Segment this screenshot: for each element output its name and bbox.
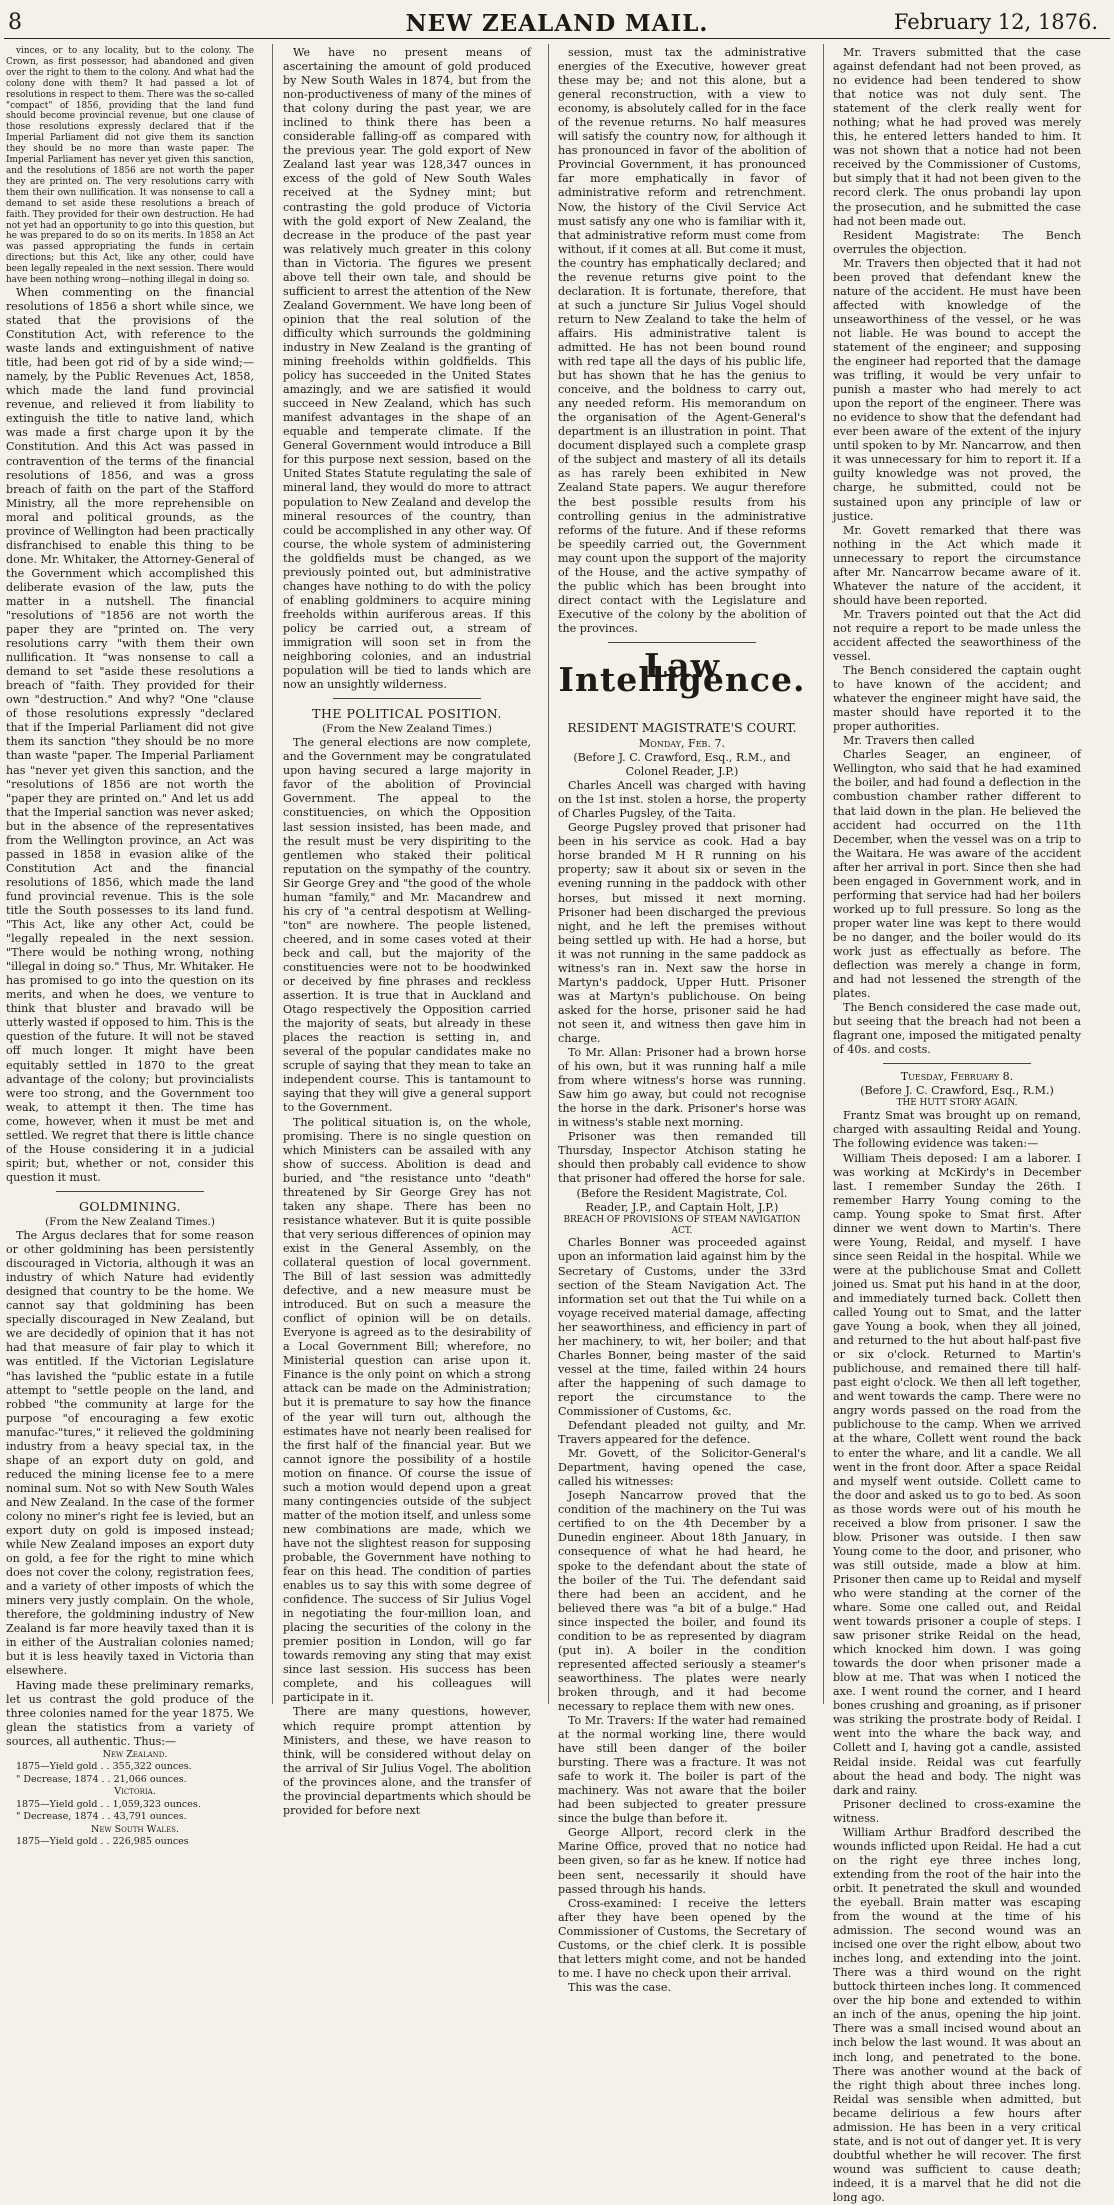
case-paragraph: Charles Seager, an engineer, of Wellington, who said that he had examined the boiler, and had found a deflection in the combustion chamber rather different to that laid down in the plan. He believed the accident had occurred on the 11th December, when the vessel was on a trip to the Waitara. He was aware of the accident after her arrival in port. Since then she had been engaged in Government work, and in performing that service had had her boilers worked up to full pressure. So long as the proper water line was kept to there would be no danger, and the boiler would do its work just as effectually as before. The deflection was merely a change in form, and had not lessened the strength of the plates. [833, 748, 1081, 1001]
column-1 [6, 46, 254, 1848]
editorial-paragraph: When commenting on the financial resolutions of 1856 a short while since, we stated that the provisions of the Constitution Act, with reference to the waste lands and extinguishment of native title, had been got rid of by a side wind;—namely, by the Public Revenues Act, 1858, which made the land fund provincial revenue, and relieved it from liability to extinguish the title to native land, which was made a first charge upon it by the Constitution. And this Act was passed in contravention of the terms of the financial resolutions of 1856, and was a gross breach of faith on the part of the Stafford Ministry, all the more reprehensible on moral and political grounds, as the province of Wellington had been practically disfranchised to enable this thing to be done. Mr. Whitaker, the Attorney-General of the Government which accomplished this deliberate evasion of the law, puts the matter in a nutshell. The financial "resolutions of "1856 are not worth the paper they are "printed on. The very resolutions carry "with them their own nullification. It "was nonsense to call a demand to set "aside these resolutions a breach of "faith. They provided for their own "destruction." And why? "One "clause of those resolutions expressly "declared that if the Imperial Parliament did not give them its sanction "they should be no more than waste "paper. The Imperial Parliament has "never yet given this sanction, and the "resolutions of 1856 are not worth the "paper they are printed on." And let us add that the Imperial sanction was never asked; but in the absence of the representatives from the Wellington province, an Act was passed in 1858 in evasion alike of the Constitution Act and the financial resolutions of 1856, which made the land fund provincial revenue. This is the sole title the South possesses to its land fund. "This Act, like any other Act, could be "legally repealed in the next session. "There would be nothing wrong, nothing "illegal in doing so." Thus, Mr. Whitaker. He has promised to go into the question on its merits, and when he does, we venture to think that bluster and bravado will be utterly wasted if opposed to him. This is the question of the future. It will not be staved off much longer. It might have been equitably settled in 1870 to the great advantage of the colony; but provincialists were too strong, and the Government too weak, to attempt it then. The time has come, however, when it must be met and settled. We regret that there is little chance of the House considering it in a judicial spirit; but, whether or not, consider this question it must. [6, 285, 254, 1184]
case-paragraph: This was the case. [568, 1980, 671, 1994]
article-paragraph: The Argus declares that for some reason or other goldmining has been persistently discouraged in Victoria, although it was an industry of which Nature had evidently designed that country to be the home. We cannot say that goldmining has been specially discouraged in New Zealand, but we are decidedly of opinion that it has not had that measure of fair play to which it was entitled. If the Victorian Legislature "has lavished the "public estate in a futile attempt to "settle people on the land, and robbed "the community at large for the purpose "of encouraging a few exotic manufac-"tures," it relieved the goldmining industry from a heavy special tax, in the shape of an export duty on gold, and reduced the mining license fee to a mere nominal sum. Not so with New South Wales and New Zealand. In the case of the former colony no miner's right fee is levied, but an export duty on gold is imposed instead; while New Zealand imposes an export duty on gold, a fee for the right to mine which does not cover the colony, registration fees, and a variety of other imposts of which the miners very justly complain. On the whole, therefore, the goldmining industry of New Zealand is far more heavily taxed than it is in either of the Australian colonies named; but it is less heavily taxed in Victoria than elsewhere. [6, 1229, 254, 1678]
page-number: 8 [8, 10, 22, 35]
case-paragraph: The Bench considered the captain ought to have known of the accident; and whatever the engineer might have said, the master should have reported it to the proper authorities. [833, 664, 1081, 734]
bench-members: (Before J. C. Crawford, Esq., R.M.) [860, 1084, 1054, 1098]
case-paragraph: Prisoner declined to cross-examine the witness. [833, 1797, 1081, 1825]
case-paragraph: Mr. Govett, of the Solicitor-General's Department, having opened the case, called his witnesses: [558, 1447, 806, 1489]
masthead [0, 4, 1114, 42]
article-paragraph: The political situation is, on the whole, promising. There is no single question on which Ministers can be assailed with any show of success. Abolition is dead and buried, and "the resistance unto "death" threatened by Sir George Grey has not taken any shape. There has been no resistance whatever. But it is quite possible that very serious differences of opinion may exist in the General Assembly, on the collateral question of local government. The Bill of last session was admittedly defective, and a new measure must be introduced. But on such a measure the conflict of opinion will be on details. Everyone is agreed as to the desirability of a Local Government Bill; wherefore, no Ministerial question can arise upon it. Finance is the only point on which a strong attack can be made on the Administration; but it is premature to say how the finance of the year will turn out, although the estimates have not nearly been realised for the first half of the financial year. But we cannot ignore the possibility of a hostile motion on finance. Of course the issue of such a motion would depend upon a great many contingencies outside of the subject matter of the motion itself, and unless some new combinations are made, which we have not the slightest reason for supposing probable, the Government have nothing to fear on this head. The condition of parties enables us to say this with some degree of confidence. The success of Sir Julius Vogel in negotiating the four-million loan, and placing the securities of the colony in the premier position in London, will go far towards removing any sting that may exist since last session. His success has been complete, and his colleagues will participate in it. [283, 1115, 531, 1705]
case-paragraph: Mr. Travers pointed out that the Act did not require a report to be made unless the accident affected the seaworthiness of the vessel. [833, 607, 1081, 664]
stats-heading-nz: New Zealand. [102, 1748, 168, 1760]
bench-members: (Before the Resident Magistrate, Col. Reader, J.P., and Captain Holt, J.P.) [576, 1186, 788, 1214]
speech-report: vinces, or to any locality, but to the colony. The Crown, as first possessor, had abandoned and given over the right to them to the colony. And what had the colony done with them? It had passed a lot of resolutions in respect to them. There was the so-called "compact" of 1856, providing that the land fund should become provincial revenue, but one clause of those resolutions expressly declared that if the Imperial Parliament did not give them its sanction they should be no more than waste paper. The Imperial Parliament has never yet given this sanction, and the resolutions of 1856 are not worth the paper they are printed on. The very resolutions carry with them their own nullification. It was nonsense to call a demand to set aside these resolutions a breach of faith. They provided for their own destruction. He had not yet had an opportunity to go into this question, but he was prepared to do so on its merits. In 1858 an Act was passed appropriating the funds in certain directions; but this Act, like any other, could have been legally repealed in the next session. There would have been nothing wrong—nothing illegal in doing so. [6, 46, 254, 286]
case-paragraph: Charles Ancell was charged with having on the 1st inst. stolen a horse, the property of Charles Pugsley, of the Taita. [558, 779, 806, 821]
stats-heading-nsw: New South Wales. [91, 1823, 179, 1835]
section-banner [558, 645, 806, 715]
session-date: Monday, Feb. 7. [638, 737, 726, 751]
article-paragraph: There are many questions, however, which require prompt attention by Ministers, and these, we have reason to think, will be considered without delay on the arrival of Sir Julius Vogel. The abolition of the provinces alone, and the transfer of the provincial departments which should be provided for before next [283, 1705, 531, 1817]
case-paragraph: To Mr. Travers: If the water had remained at the normal working line, there would have still been danger of the boiler bursting. There was a fracture. It was not safe to work it. The boiler is part of the machinery. Was not aware that the boiler had been subjected to greater pressure since the bulge than before it. [558, 1714, 806, 1826]
article-source: (From the New Zealand Times.) [322, 723, 492, 736]
case-heading: THE HUTT STORY AGAIN. [896, 1098, 1018, 1109]
case-paragraph: George Allport, record clerk in the Marine Office, proved that no notice had been given, so far as he knew. If notice had been sent, necessarily it should have passed through his hands. [558, 1826, 806, 1896]
case-paragraph: Mr. Travers submitted that the case against defendant had not been proved, as no evidence had been tendered to show that notice was not duly sent. The statement of the clerk really went for nothing; what he had proved was merely this, he entered letters handed to him. It was not shown that a notice had not been received by the Commissioner of Customs, but simply that it had not been given to the record clerk. The onus probandi lay upon the prosecution, and he submitted the case had not been made out. [833, 46, 1081, 228]
masthead-rule [4, 38, 1110, 39]
article-heading-goldmining: GOLDMINING. [78, 1198, 182, 1214]
stats-row: 1875—Yield gold . . 355,322 ounces. [16, 1761, 192, 1773]
column-divider [548, 44, 549, 1704]
case-paragraph: William Arthur Bradford described the wounds inflicted upon Reidal. He had a cut on the right eye three inches long, extending from the root of the hair into the orbit. It penetrated the skull and wounded the eyeball. Brain matter was escaping from the wound at the time of his admission. The second wound was an incised one over the right elbow, about two inches long, and extending into the joint. There was a third wound on the right buttock thirteen inches long. It commenced over the hip bone and extended to within an inch of the anus, opening the hip joint. There was a small incised wound about an inch below the last wound. It was about an inch long, and penetrated to the bone. There was another wound at the back of the right thigh about three inches long. Reidal was sensible when admitted, but became delirious a few hours after admission. He has been in a very critical state, and is not out of danger yet. It is very doubtful whether he will recover. The first wound was sufficient to cause death; indeed, it is a marvel that he did not die long ago. [833, 1825, 1081, 2204]
law-intelligence-heading: Law Intelligence. [558, 645, 806, 700]
article-source: (From the New Zealand Times.) [45, 1215, 215, 1228]
issue-date: February 12, 1876. [893, 10, 1098, 34]
case-paragraph: The Bench considered the case made out, but seeing that the breach had not been a flagrant one, imposed the mitigated penalty of 40s. and costs. [833, 1001, 1081, 1057]
section-rule [883, 1063, 1032, 1064]
case-heading: BREACH OF PROVISIONS OF STEAM NAVIGATION ACT. [563, 1214, 801, 1236]
case-paragraph: To Mr. Allan: Prisoner had a brown horse of his own, but it was running half a mile from where witness's horse was running. Saw him go away, but could not recognise the horse in the dark. Prisoner's horse was in witness's stable next morning. [558, 1046, 806, 1130]
newspaper-title: NEW ZEALAND MAIL. [405, 10, 709, 37]
case-paragraph: Charles Bonner was proceeded against upon an information laid against him by the Secretary of Customs, under the 33rd section of the Steam Navigation Act. The information set out that the Tui while on a voyage received material damage, affecting her seaworthiness, and efficiency in part of her machinery, to wit, her boiler; and that Charles Bonner, being master of the said vessel at the time, failed within 24 hours after the happening of such damage to report the circumstance to the Commissioner of Customs, &c. [558, 1236, 806, 1418]
case-paragraph: Mr. Govett remarked that there was nothing in the Act which made it unnecessary to report the circumstance after Mr. Nancarrow became aware of it. Whatever the nature of the accident, it should have been reported. [833, 523, 1081, 607]
case-paragraph: William Theis deposed: I am a laborer. I was working at McKirdy's in December last. I remember Sunday the 26th. I remember Harry Young coming to the camp. Young spoke to Smat first. After dinner we went down to Martin's. There were Young, Reidal, and myself. I have since seen Reidal in the hospital. While we were at the publichouse Smat and Collett joined us. Smat put his hand in at the door, and immediately turned back. Collett then called Young out to Smat, and the latter gave Young a book, when they all joined, and returned to the hut about half-past five or six o'clock. Returned to Martin's publichouse, and remained there till half-past eight o'clock. We then all left together, and went towards the camp. There were no angry words passed on the road from the publichouse to the camp. When we arrived at the whare, Collett went round the back to enter the whare, and lit a candle. We all went in the front door. After a space Reidal and myself went outside. Collett came to the door and asked us to go to bed. As soon as those words were out of his mouth he received a blow from prisoner. I saw the blow. Prisoner was outside. I then saw Young come to the door, and prisoner, who was still outside, made a blow at him. Prisoner then came up to Reidal and myself who were standing at the corner of the whare. Some one called out, and Reidal went towards prisoner a couple of steps. I saw prisoner strike Reidal on the head, which knocked him down. I was going towards the door when prisoner made a blow at me. That was when I noticed the axe. I went round the corner, and I heard bones crushing and groaning, as if prisoner was striking the prostrate body of Reidal. I went into the whare the back way, and Collett and I, having got a candle, assisted Reidal inside. Reidal was cut fearfully about the head and body. The night was dark and rainy. [833, 1151, 1081, 1797]
case-paragraph: Mr. Travers then objected that it had not been proved that defendant knew the nature of the accident. He must have been affected with knowledge of the unseaworthiness of the vessel, or he was not liable. He was bound to accept the statement of the engineer; and supposing the engineer had reported that the damage was trifling, it would be very unfair to punish a master who had merely to act upon the report of the engineer. There was no evidence to show that the defendant had ever been aware of the extent of the injury until spoken to by Mr. Nancarrow, and then it was unnecessary for him to report it. If a guilty knowledge was not proved, the charge, he submitted, could not be sustained upon any principle of law or justice. [833, 256, 1081, 523]
column-4 [833, 46, 1081, 2204]
stats-row: 1875—Yield gold . . 1,059,323 ounces. [16, 1798, 201, 1810]
court-heading: RESIDENT MAGISTRATE'S COURT. [567, 719, 797, 735]
column-divider [272, 44, 273, 1704]
case-paragraph: Prisoner was then remanded till Thursday, Inspector Atchison stating he should then probably call evidence to show that prisoner had offered the horse for sale. [558, 1130, 806, 1186]
case-paragraph: Resident Magistrate: The Bench overrules the objection. [833, 228, 1081, 256]
article-paragraph: We have no present means of ascertaining the amount of gold produced by New South Wales in 1874, but from the non-productiveness of many of the mines of that colony during the past year, we are inclined to think there has been a considerable falling-off as compared with the previous year. The gold export of New Zealand last year was 128,347 ounces in excess of the gold of New South Wales received at the Sydney mint; but contrasting the gold produce of Victoria with the gold export of New Zealand, the decrease in the produce of the past year was relatively much greater in this colony than in Victoria. The figures we present above tell their own tale, and should be sufficient to arrest the attention of the New Zealand Government. We have long been of opinion that the real solution of the difficulty which surrounds the goldmining industry in New Zealand is the granting of mining freeholds within goldfields. This policy has succeeded in the United States amazingly, and we are satisfied it would succeed in New Zealand, which has such manifest advantages in the shape of an equable and temperate climate. If the General Government would introduce a Bill for this purpose next session, based on the United States Statute regulating the sale of mineral land, they would do more to attract population to New Zealand and develop the mineral resources of the country, than could be accomplished in any other way. Of course, the whole system of administering the goldfields must be changed, as we previously pointed out, but administrative changes have nothing to do with the policy of enabling goldminers to acquire mining freeholds within auriferous areas. If this policy be carried out, a stream of immigration will soon set in from the neighboring colonies, and an industrial population will be tied to lands which are now an unsightly wilderness. [283, 46, 531, 692]
column-3 [558, 46, 806, 1994]
bench-members: (Before J. C. Crawford, Esq., R.M., and Colonel Reader, J.P.) [573, 751, 791, 779]
session-date: Tuesday, February 8. [900, 1070, 1014, 1084]
article-paragraph: The general elections are now complete, and the Government may be congratulated upon having secured a large majority in favor of the abolition of Provincial Government. The appeal to the constituencies, on which the Opposition last session insisted, has been made, and the result must be very dispiriting to the gentlemen who staked their political reputation on the sympathy of the country. Sir George Grey and "the good of the whole human "family," and Mr. Macandrew and his cry of "a central despotism at Welling-"ton" are nowhere. The people listened, cheered, and in some cases voted at their beck and call, but the majority of the constituencies were not to be hoodwinked or deceived by fine phrases and reckless assertion. It is true that in Auckland and Otago respectively the Opposition carried the majority of seats, but already in these places the reaction is setting in, and several of the popular candidates make no scruple of saying that they mean to take an independent course. This is tantamount to saying that they will give a general support to the Government. [283, 736, 531, 1115]
article-paragraph: Having made these preliminary remarks, let us contrast the gold produce of the three colonies named for the year 1875. We glean the statistics from a variety of sources, all authentic. Thus:— [6, 1678, 254, 1748]
case-paragraph: Mr. Travers then called [843, 734, 975, 748]
section-rule [333, 698, 482, 699]
article-paragraph: session, must tax the administrative energies of the Executive, however great these may be; and not this alone, but a general reconstruction, with a view to economy, is absolutely called for in the face of the revenue returns. No half measures will satisfy the country now, for although it has pronounced in favor of the abolition of Provincial Government, it has pronounced far more emphatically in favor of administrative reform and retrenchment. Now, the history of the Civil Service Act must satisfy any one who is familiar with it, that administrative reform must come from without, if it comes at all. But come it must, the country has emphatically declared; and the revenue returns give point to the declaration. It is fortunate, therefore, that at such a juncture Sir Julius Vogel should return to New Zealand to take the helm of affairs. His administrative talent is admitted. He has not been bound round with red tape all the days of his public life, but has shown that he has the genius to conceive, and the boldness to carry out, any needed reform. His memorandum on the organisation of the Agent-General's department is an illustration in point. That document displayed such a complete grasp of the subject and mastery of all its details as has rarely been exhibited in New Zealand State papers. We augur therefore the best possible results from his controlling genius in the administrative reforms of the future. And if these reforms be speedily carried out, the Government may count upon the support of the majority of the House, and the active sympathy of the public which has been brought into direct contact with the Legislature and Executive of the colony by the abolition of the provinces. [558, 46, 806, 635]
column-divider [823, 44, 824, 1704]
gold-statistics [16, 1749, 254, 1849]
section-rule [608, 642, 757, 643]
stats-row: " Decrease, 1874 . . 21,066 ounces. [16, 1773, 187, 1785]
case-paragraph: Cross-examined: I receive the letters after they have been opened by the Commissioner of Customs, the Secretary of Customs, or the chief clerk. It is possible that letters might come, and not be handed to me. I have no check upon their arrival. [558, 1896, 806, 1980]
stats-row: " Decrease, 1874 . . 43,791 ounces. [16, 1811, 187, 1823]
stats-row: 1875—Yield gold . . 226,985 ounces [16, 1836, 189, 1848]
article-heading-political-position: THE POLITICAL POSITION. [312, 706, 502, 722]
column-2 [283, 46, 531, 1817]
case-paragraph: Frantz Smat was brought up on remand, charged with assaulting Reidal and Young. The following evidence was taken:— [833, 1109, 1081, 1151]
case-paragraph: George Pugsley proved that prisoner had been in his service as cook. Had a bay horse branded M H R running on his property; saw it about six or seven in the evening running in the paddock with other horses, but missed it next morning. Prisoner had been discharged the previous night, and he left the premises without being settled up with. He had a horse, but it was not running in the same paddock as witness's ran in. Next saw the horse in Martyn's paddock, Upper Hutt. Prisoner was at Martyn's publichouse. On being asked for the horse, prisoner said he had not seen it, and witness then gave him in charge. [558, 821, 806, 1045]
section-rule [56, 1191, 205, 1192]
case-paragraph: Joseph Nancarrow proved that the condition of the machinery on the Tui was certified to on the 4th December by a Dunedin engineer. About 18th January, in consequence of what he had heard, he spoke to the defendant about the state of the boiler of the Tui. The defendant said there had been an accident, and he believed there was "a bit of a bulge." Had since inspected the boiler, and found its condition to be as represented by diagram (put in). A boiler in the condition represented affected seriously a steamer's seaworthiness. The plates were nearly broken through, and it had become necessary to replace them with new ones. [558, 1489, 806, 1713]
stats-heading-victoria: Victoria. [114, 1786, 156, 1798]
case-paragraph: Defendant pleaded not guilty, and Mr. Travers appeared for the defence. [558, 1419, 806, 1447]
